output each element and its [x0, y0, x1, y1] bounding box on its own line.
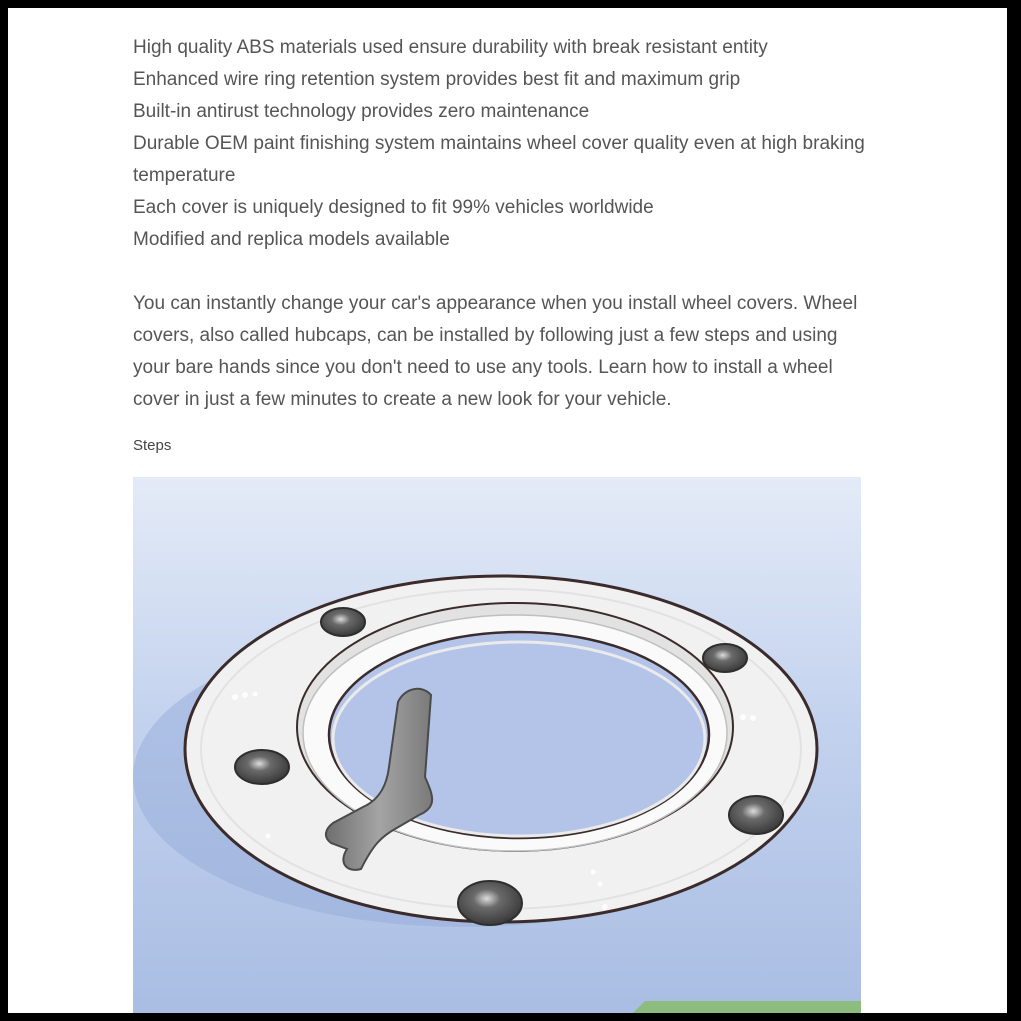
feature-item: Built-in antirust technology provides zero maintenance	[133, 101, 590, 122]
wheel-hub-image	[133, 477, 861, 1013]
feature-item: Enhanced wire ring retention system provides best fit and maximum grip	[133, 69, 741, 90]
feature-list	[133, 32, 873, 256]
page-frame	[8, 8, 1007, 1013]
steps-heading: Steps	[133, 437, 172, 454]
feature-item: Durable OEM paint finishing system maintains wheel cover quality even at high braking temperature	[133, 133, 865, 186]
article-content	[133, 32, 873, 456]
feature-item: High quality ABS materials used ensure durability with break resistant entity	[133, 37, 768, 58]
wheel-hub-illustration	[133, 477, 861, 1013]
intro-paragraph: You can instantly change your car's appearance when you install wheel covers. Wheel covers, also called hubcaps, can be installed by following just a few steps and using your bare hands since you don't need to use any tools. Learn how to install a wheel cover in just a few minutes to create a new look for your vehicle.	[133, 293, 858, 410]
feature-item: Modified and replica models available	[133, 229, 450, 250]
feature-item: Each cover is uniquely designed to fit 99% vehicles worldwide	[133, 197, 654, 218]
